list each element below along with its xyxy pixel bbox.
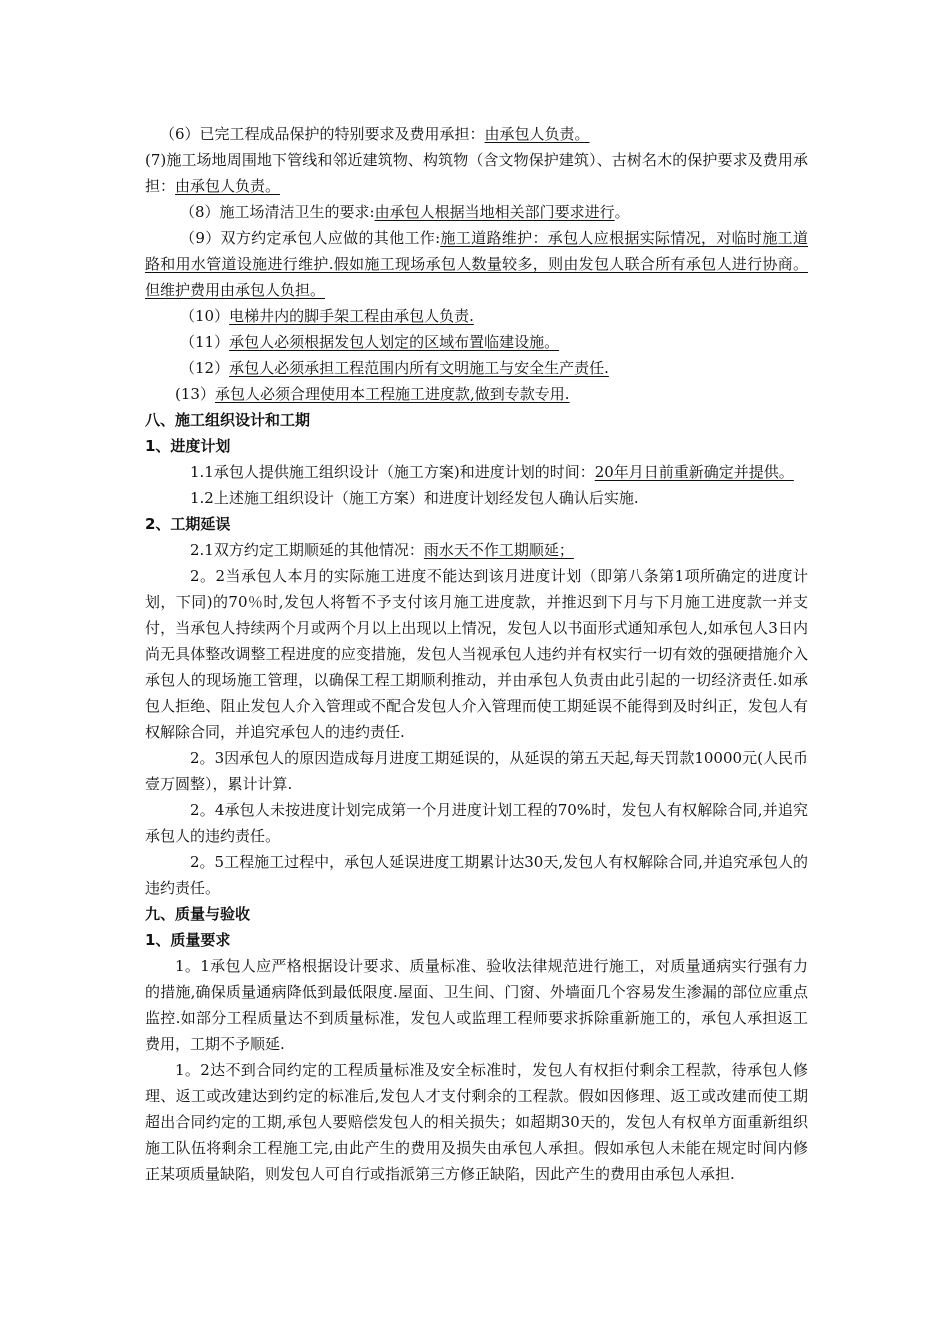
clause-8-label: （8）施工场清洁卫生的要求:: [180, 203, 375, 221]
clause-7-label: (7)施工场地周围地下管线和邻近建筑物、构筑物（含文物保护建筑）、古树名木的保护要求及费用承担：: [145, 151, 808, 195]
clause-2-1-label: 2.1双方约定工期顺延的其他情况：: [190, 541, 424, 559]
clause-2-3: 2。3因承包人的原因造成每月进度工期延误的，从延误的第五天起,每天罚款10000元(人民币壹万圆整），累计计算.: [145, 749, 808, 793]
subsection-8-1-heading: 1、进度计划: [145, 437, 231, 455]
clause-2-1-value: 雨水天不作工期顺延；: [423, 541, 574, 559]
clause-10: [145, 303, 808, 329]
clause-2-1: [145, 537, 808, 563]
clause-2-5: 2。5工程施工过程中，承包人延误进度工期累计达30天,发包人有权解除合同,并追究承包人的违约责任。: [145, 853, 808, 897]
clause-8-end: 。: [614, 203, 630, 221]
document-body: [145, 121, 808, 1187]
clause-7-value: 由承包人负责。: [175, 177, 281, 195]
clause-13: [145, 381, 808, 407]
clause-9: [145, 225, 808, 303]
clause-6-label: （6）已完工程成品保护的特别要求及费用承担：: [160, 125, 485, 143]
clause-10-value: 电梯井内的脚手架工程由承包人负责.: [229, 307, 474, 325]
subsection-8-2-heading: 2、工期延误: [145, 515, 231, 533]
clause-7: [145, 147, 808, 199]
subsection-9-1-heading: 1、质量要求: [145, 931, 231, 949]
clause-6-value: 由承包人负责。: [484, 125, 590, 143]
clause-9-value: 施工道路维护：承包人应根据实际情况，对临时施工道路和用水管道设施进行维护.假如施工现场承包人数量较多，则由发包人联合所有承包人进行协商。但维护费用由承包人负担。: [145, 229, 808, 299]
clause-12: [145, 355, 808, 381]
clause-8-value: 由承包人根据当地相关部门要求进行: [374, 203, 615, 221]
clause-6: [145, 121, 808, 147]
clause-1-1-label: 1.1承包人提供施工组织设计（施工方案)和进度计划的时间：: [190, 463, 595, 481]
clause-1-1-value: 20年月日前重新确定并提供。: [594, 463, 794, 481]
clause-12-value: 承包人必须承担工程范围内所有文明施工与安全生产责任.: [229, 359, 609, 377]
clause-12-label: （12）: [180, 359, 230, 377]
clause-1-2: 1.2上述施工组织设计（施工方案）和进度计划经发包人确认后实施.: [190, 489, 639, 507]
clause-13-value: 承包人必须合理使用本工程施工进度款,做到专款专用.: [214, 385, 570, 403]
clause-10-label: （10）: [180, 307, 230, 325]
clause-8: [145, 199, 808, 225]
clause-9-label: （9）双方约定承包人应做的其他工作:: [180, 229, 441, 247]
clause-13-label: (13）: [175, 385, 215, 403]
clause-11: [145, 329, 808, 355]
section-9-heading: 九、质量与验收: [145, 905, 251, 923]
clause-2-2: 2。2当承包人本月的实际施工进度不能达到该月进度计划（即第八条第1项所确定的进度计划，下同)的70％时,发包人将暂不予支付该月施工进度款，并推迟到下月与下月施工进度款一并支付，当承包人持续两个月或两个月以上出现以上情况，发包人以书面形式通知承包人,如承包人3日内尚无具体整改调整工程进度的应变措施，发包人当视承包人违约并有权实行一切有效的强硬措施介入承包人的现场施工管理，以确保工程工期顺利推动，并由承包人负责由此引起的一切经济责任.如承包人拒绝、阻止发包人介入管理或不配合发包人介入管理而使工期延误不能得到及时纠正，发包人有权解除合同，并追究承包人的违约责任.: [145, 567, 808, 741]
clause-1-1: [145, 459, 808, 485]
clause-2-4: 2。4承包人未按进度计划完成第一个月进度计划工程的70%时，发包人有权解除合同,并追究承包人的违约责任。: [145, 801, 808, 845]
clause-11-value: 承包人必须根据发包人划定的区域布置临建设施。: [229, 333, 560, 351]
clause-11-label: （11）: [180, 333, 230, 351]
clause-q1-1: 1。1承包人应严格根据设计要求、质量标准、验收法律规范进行施工，对质量通病实行强有力的措施,确保质量通病降低到最低限度.屋面、卫生间、门窗、外墙面几个容易发生渗漏的部位应重点监控.如部分工程质量达不到质量标准，发包人或监理工程师要求拆除重新施工的，承包人承担返工费用，工期不予顺延.: [145, 957, 808, 1053]
clause-q1-2: 1。2达不到合同约定的工程质量标准及安全标准时，发包人有权拒付剩余工程款，待承包人修理、返工或改建达到约定的标准后,发包人才支付剩余的工程款。假如因修理、返工或改建而使工期超出合同约定的工期,承包人要赔偿发包人的相关损失；如超期30天的，发包人有权单方面重新组织施工队伍将剩余工程施工完,由此产生的费用及损失由承包人承担。假如承包人未能在规定时间内修正某项质量缺陷，则发包人可自行或指派第三方修正缺陷，因此产生的费用由承包人承担.: [145, 1061, 808, 1183]
section-8-heading: 八、施工组织设计和工期: [145, 411, 311, 429]
